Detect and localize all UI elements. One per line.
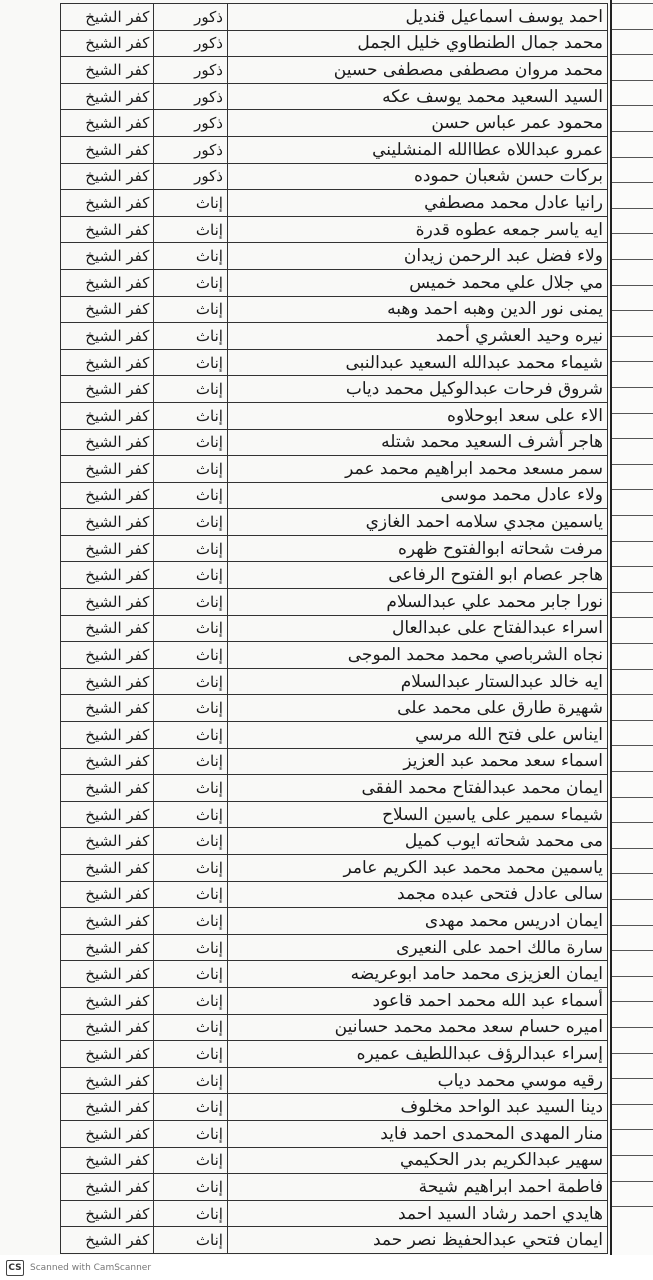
name-cell: احمد يوسف اسماعيل قنديل (227, 4, 607, 31)
gender-cell: إناث (154, 509, 228, 536)
governorate-cell: كفر الشيخ (61, 642, 154, 669)
governorate-cell: كفر الشيخ (61, 881, 154, 908)
gender-cell: إناث (154, 801, 228, 828)
row-divider (612, 976, 653, 977)
gender-cell: إناث (154, 1067, 228, 1094)
table-row (61, 190, 608, 217)
governorate-cell: كفر الشيخ (61, 269, 154, 296)
row-divider (612, 873, 653, 874)
table-row (61, 987, 608, 1014)
table-row (61, 482, 608, 509)
gender-cell: إناث (154, 828, 228, 855)
row-divider (612, 1181, 653, 1182)
name-cell: اميره حسام سعد محمد محمد حسانين (227, 1014, 607, 1041)
governorate-cell: كفر الشيخ (61, 748, 154, 775)
table-row (61, 801, 608, 828)
name-cell: نورا جابر محمد علي عبدالسلام (227, 589, 607, 616)
row-divider (612, 438, 653, 439)
name-cell: نجاه الشرباصي محمد محمد الموجى (227, 642, 607, 669)
table-row (61, 961, 608, 988)
row-divider (612, 1053, 653, 1054)
governorate-cell: كفر الشيخ (61, 1094, 154, 1121)
name-cell: شهيرة طارق على محمد على (227, 695, 607, 722)
governorate-cell: كفر الشيخ (61, 987, 154, 1014)
table-row (61, 509, 608, 536)
row-divider (612, 310, 653, 311)
governorate-cell: كفر الشيخ (61, 429, 154, 456)
table-row (61, 349, 608, 376)
row-divider (612, 464, 653, 465)
table-row (61, 323, 608, 350)
row-divider (612, 29, 653, 30)
gender-cell: إناث (154, 376, 228, 403)
governorate-cell: كفر الشيخ (61, 1067, 154, 1094)
name-cell: هاجر أشرف السعيد محمد شتله (227, 429, 607, 456)
name-cell: ايمان العزيزى محمد حامد ابوعريضه (227, 961, 607, 988)
governorate-cell: كفر الشيخ (61, 535, 154, 562)
table-row (61, 1120, 608, 1147)
governorate-cell: كفر الشيخ (61, 4, 154, 31)
name-cell: محمود عمر عباس حسن (227, 110, 607, 137)
table-row (61, 828, 608, 855)
gender-cell: إناث (154, 190, 228, 217)
row-divider (612, 105, 653, 106)
row-divider (612, 822, 653, 823)
row-divider (612, 592, 653, 593)
gender-cell: إناث (154, 695, 228, 722)
name-cell: رقيه موسي محمد دياب (227, 1067, 607, 1094)
gender-cell: إناث (154, 216, 228, 243)
row-divider (612, 797, 653, 798)
name-cell: بركات حسن شعبان حموده (227, 163, 607, 190)
table-row (61, 1227, 608, 1254)
table-row (61, 1067, 608, 1094)
scanner-watermark-text: Scanned with CamScanner (30, 1262, 152, 1273)
name-cell: عمرو عبداللاه عطاالله المنشليني (227, 136, 607, 163)
row-divider (612, 387, 653, 388)
name-cell: ياسمين مجدي سلامه احمد الغازي (227, 509, 607, 536)
name-cell: شيماء سمير على ياسين السلاح (227, 801, 607, 828)
table-row (61, 775, 608, 802)
table-row (61, 881, 608, 908)
row-divider (612, 361, 653, 362)
name-cell: ياسمين محمد محمد عبد الكريم عامر (227, 855, 607, 882)
gender-cell: ذكور (154, 4, 228, 31)
row-divider (612, 899, 653, 900)
row-divider (612, 285, 653, 286)
name-cell: سهير عبدالكريم بدر الحكيمي (227, 1147, 607, 1174)
row-divider (612, 515, 653, 516)
table-row (61, 296, 608, 323)
name-cell: ايمان محمد عبدالفتاح محمد الفقى (227, 775, 607, 802)
table-row (61, 642, 608, 669)
name-cell: نيره وحيد العشري أحمد (227, 323, 607, 350)
name-cell: يمنى نور الدين وهبه احمد وهبه (227, 296, 607, 323)
name-cell: شروق فرحات عبدالوكيل محمد دياب (227, 376, 607, 403)
governorate-cell: كفر الشيخ (61, 1147, 154, 1174)
table-row (61, 376, 608, 403)
governorate-cell: كفر الشيخ (61, 376, 154, 403)
name-cell: شيماء محمد عبدالله السعيد عبدالنبى (227, 349, 607, 376)
governorate-cell: كفر الشيخ (61, 1227, 154, 1254)
governorate-cell: كفر الشيخ (61, 402, 154, 429)
row-divider (612, 1129, 653, 1130)
name-cell: ايمان ادريس محمد مهدى (227, 908, 607, 935)
gender-cell: إناث (154, 642, 228, 669)
gender-cell: إناث (154, 1041, 228, 1068)
gender-cell: إناث (154, 269, 228, 296)
row-divider (612, 745, 653, 746)
governorate-cell: كفر الشيخ (61, 722, 154, 749)
table-row (61, 57, 608, 84)
governorate-cell: كفر الشيخ (61, 57, 154, 84)
gender-cell: إناث (154, 748, 228, 775)
table-row (61, 1200, 608, 1227)
name-cell: سمر مسعد محمد ابراهيم محمد عمر (227, 456, 607, 483)
row-divider (612, 489, 653, 490)
governorate-cell: كفر الشيخ (61, 509, 154, 536)
gender-cell: إناث (154, 1147, 228, 1174)
table-row (61, 110, 608, 137)
table-row (61, 1094, 608, 1121)
gender-cell: إناث (154, 722, 228, 749)
row-divider (612, 1078, 653, 1079)
row-divider (612, 1155, 653, 1156)
gender-cell: إناث (154, 456, 228, 483)
name-cell: سارة مالك احمد على النعيرى (227, 934, 607, 961)
gender-cell: إناث (154, 1200, 228, 1227)
gender-cell: ذكور (154, 163, 228, 190)
table-row (61, 243, 608, 270)
row-divider (612, 233, 653, 234)
gender-cell: إناث (154, 881, 228, 908)
gender-cell: إناث (154, 1174, 228, 1201)
governorate-cell: كفر الشيخ (61, 456, 154, 483)
gender-cell: إناث (154, 589, 228, 616)
governorate-cell: كفر الشيخ (61, 83, 154, 110)
gender-cell: إناث (154, 855, 228, 882)
table-row (61, 1041, 608, 1068)
row-divider (612, 694, 653, 695)
governorate-cell: كفر الشيخ (61, 243, 154, 270)
table-row (61, 1147, 608, 1174)
row-divider (612, 208, 653, 209)
row-divider (612, 1001, 653, 1002)
names-table (60, 3, 608, 1254)
governorate-cell: كفر الشيخ (61, 801, 154, 828)
gender-cell: إناث (154, 987, 228, 1014)
row-divider (612, 643, 653, 644)
governorate-cell: كفر الشيخ (61, 1200, 154, 1227)
table-row (61, 456, 608, 483)
row-divider (612, 413, 653, 414)
governorate-cell: كفر الشيخ (61, 110, 154, 137)
gender-cell: إناث (154, 775, 228, 802)
name-cell: ايه خالد عبدالستار عبدالسلام (227, 668, 607, 695)
table-row (61, 562, 608, 589)
gender-cell: إناث (154, 296, 228, 323)
table-row (61, 30, 608, 57)
governorate-cell: كفر الشيخ (61, 296, 154, 323)
row-divider (612, 3, 653, 4)
governorate-cell: كفر الشيخ (61, 190, 154, 217)
row-divider (612, 336, 653, 337)
governorate-cell: كفر الشيخ (61, 775, 154, 802)
name-cell: ايمان فتحي عبدالحفيظ نصر حمد (227, 1227, 607, 1254)
table-row (61, 216, 608, 243)
gender-cell: إناث (154, 1227, 228, 1254)
name-cell: منار المهدى المحمدى احمد فايد (227, 1120, 607, 1147)
row-divider (612, 182, 653, 183)
governorate-cell: كفر الشيخ (61, 934, 154, 961)
name-cell: دينا السيد عبد الواحد مخلوف (227, 1094, 607, 1121)
gender-cell: ذكور (154, 136, 228, 163)
table-row (61, 934, 608, 961)
name-cell: اسراء عبدالفتاح على عبدالعال (227, 615, 607, 642)
row-divider (612, 1027, 653, 1028)
gender-cell: إناث (154, 482, 228, 509)
name-cell: ايناس على فتح الله مرسي (227, 722, 607, 749)
gender-cell: ذكور (154, 83, 228, 110)
name-cell: إسراء عبدالرؤف عبداللطيف عميره (227, 1041, 607, 1068)
row-divider (612, 259, 653, 260)
table-row (61, 855, 608, 882)
gender-cell: إناث (154, 961, 228, 988)
table-row (61, 908, 608, 935)
governorate-cell: كفر الشيخ (61, 482, 154, 509)
gender-cell: إناث (154, 243, 228, 270)
name-cell: مى محمد شحاته ايوب كميل (227, 828, 607, 855)
right-margin-column (610, 0, 653, 1255)
gender-cell: إناث (154, 1014, 228, 1041)
row-divider (612, 566, 653, 567)
table-row (61, 83, 608, 110)
gender-cell: إناث (154, 349, 228, 376)
name-cell: اسماء سعد محمد عبد العزيز (227, 748, 607, 775)
table-row (61, 136, 608, 163)
name-cell: هايدي احمد رشاد السيد احمد (227, 1200, 607, 1227)
gender-cell: إناث (154, 1094, 228, 1121)
name-cell: ولاء فضل عبد الرحمن زيدان (227, 243, 607, 270)
governorate-cell: كفر الشيخ (61, 615, 154, 642)
governorate-cell: كفر الشيخ (61, 695, 154, 722)
table-row (61, 668, 608, 695)
governorate-cell: كفر الشيخ (61, 589, 154, 616)
gender-cell: إناث (154, 323, 228, 350)
table-row (61, 589, 608, 616)
table-row (61, 269, 608, 296)
row-divider (612, 157, 653, 158)
governorate-cell: كفر الشيخ (61, 136, 154, 163)
governorate-cell: كفر الشيخ (61, 349, 154, 376)
name-cell: سالى عادل فتحى عبده مجمد (227, 881, 607, 908)
governorate-cell: كفر الشيخ (61, 323, 154, 350)
governorate-cell: كفر الشيخ (61, 1174, 154, 1201)
table-row (61, 722, 608, 749)
name-cell: محمد جمال الطنطاوي خليل الجمل (227, 30, 607, 57)
table-row (61, 748, 608, 775)
names-table-body (61, 4, 608, 1254)
name-cell: محمد مروان مصطفى مصطفى حسين (227, 57, 607, 84)
gender-cell: إناث (154, 615, 228, 642)
governorate-cell: كفر الشيخ (61, 1014, 154, 1041)
row-divider (612, 131, 653, 132)
table-row (61, 1014, 608, 1041)
table-row (61, 429, 608, 456)
governorate-cell: كفر الشيخ (61, 828, 154, 855)
scanner-footer (0, 1255, 653, 1280)
row-divider (612, 54, 653, 55)
table-row (61, 695, 608, 722)
gender-cell: إناث (154, 535, 228, 562)
name-cell: الاء على سعد ابوحلاوه (227, 402, 607, 429)
gender-cell: ذكور (154, 110, 228, 137)
camscanner-logo: CS (6, 1260, 24, 1276)
name-cell: ايه ياسر جمعه عطوه قدرة (227, 216, 607, 243)
governorate-cell: كفر الشيخ (61, 1041, 154, 1068)
name-cell: فاطمة احمد ابراهيم شيحة (227, 1174, 607, 1201)
name-cell: هاجر عصام ابو الفتوح الرفاعى (227, 562, 607, 589)
gender-cell: إناث (154, 402, 228, 429)
name-cell: مي جلال علي محمد خميس (227, 269, 607, 296)
name-cell: أسماء عبد الله محمد احمد قاعود (227, 987, 607, 1014)
governorate-cell: كفر الشيخ (61, 1120, 154, 1147)
gender-cell: إناث (154, 908, 228, 935)
name-cell: مرفت شحاته ابوالفتوح ظهره (227, 535, 607, 562)
table-row (61, 163, 608, 190)
row-divider (612, 848, 653, 849)
gender-cell: إناث (154, 934, 228, 961)
row-divider (612, 541, 653, 542)
gender-cell: إناث (154, 562, 228, 589)
table-row (61, 535, 608, 562)
governorate-cell: كفر الشيخ (61, 30, 154, 57)
governorate-cell: كفر الشيخ (61, 562, 154, 589)
row-divider (612, 771, 653, 772)
governorate-cell: كفر الشيخ (61, 163, 154, 190)
row-divider (612, 1104, 653, 1105)
governorate-cell: كفر الشيخ (61, 668, 154, 695)
gender-cell: إناث (154, 668, 228, 695)
table-row (61, 1174, 608, 1201)
name-cell: السيد السعيد محمد يوسف عكه (227, 83, 607, 110)
gender-cell: إناث (154, 429, 228, 456)
gender-cell: ذكور (154, 30, 228, 57)
governorate-cell: كفر الشيخ (61, 855, 154, 882)
gender-cell: إناث (154, 1120, 228, 1147)
table-row (61, 402, 608, 429)
row-divider (612, 617, 653, 618)
row-divider (612, 1206, 653, 1207)
row-divider (612, 669, 653, 670)
governorate-cell: كفر الشيخ (61, 961, 154, 988)
row-divider (612, 80, 653, 81)
table-row (61, 615, 608, 642)
table-row (61, 4, 608, 31)
governorate-cell: كفر الشيخ (61, 216, 154, 243)
name-cell: رانيا عادل محمد مصطفي (227, 190, 607, 217)
row-divider (612, 720, 653, 721)
name-cell: ولاء عادل محمد موسى (227, 482, 607, 509)
gender-cell: ذكور (154, 57, 228, 84)
governorate-cell: كفر الشيخ (61, 908, 154, 935)
row-divider (612, 925, 653, 926)
row-divider (612, 950, 653, 951)
